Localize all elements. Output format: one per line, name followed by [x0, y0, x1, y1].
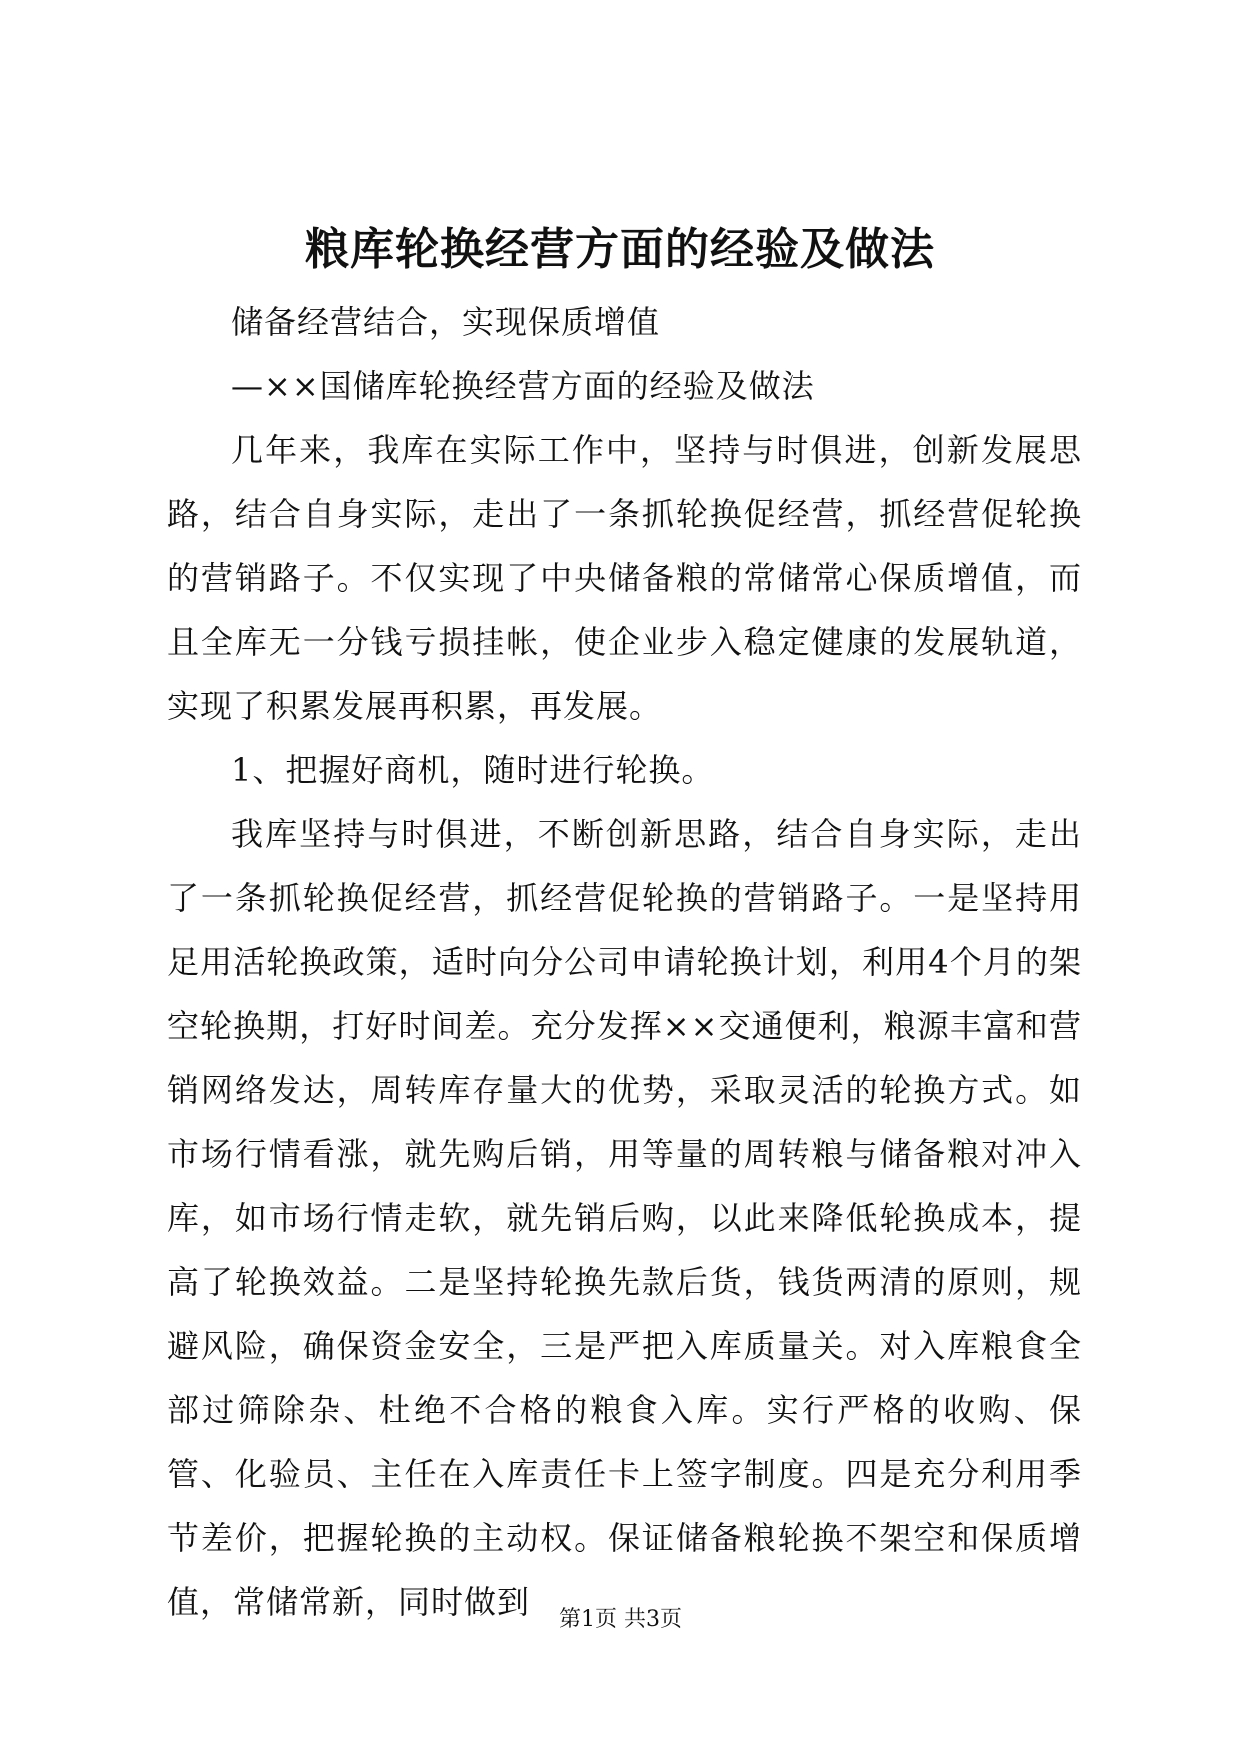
page-number: 第1页 共3页 [559, 1607, 682, 1632]
subtitle-paragraph: 储备经营结合，实现保质增值 [231, 303, 661, 341]
intro-paragraph: 几年来，我库在实际工作中，坚持与时俱进，创新发展思路，结合自身实际，走出了一条抓轮换促经营，抓经营促轮换的营销路子。不仅实现了中央储备粮的常储常心保质增值，而且全库无一分钱亏损挂帐，使企业步入稳定健康的发展轨道，实现了积累发展再积累，再发展。 [167, 431, 1082, 725]
section-heading: 1、把握好商机，随时进行轮换。 [231, 751, 715, 789]
subheading-paragraph: —××国储库轮换经营方面的经验及做法 [231, 367, 815, 405]
document-body [167, 290, 1082, 1634]
document-title: 粮库轮换经营方面的经验及做法 [305, 224, 935, 275]
body-paragraph: 我库坚持与时俱进，不断创新思路，结合自身实际，走出了一条抓轮换促经营，抓经营促轮换的营销路子。一是坚持用足用活轮换政策，适时向分公司申请轮换计划，利用4个月的架空轮换期，打好时间差。充分发挥××交通便利，粮源丰富和营销网络发达，周转库存量大的优势，采取灵活的轮换方式。如市场行情看涨，就先购后销，用等量的周转粮与储备粮对冲入库，如市场行情走软，就先销后购，以此来降低轮换成本，提高了轮换效益。二是坚持轮换先款后货，钱货两清的原则，规避风险，确保资金安全，三是严把入库质量关。对入库粮食全部过筛除杂、杜绝不合格的粮食入库。实行严格的收购、保管、化验员、主任在入库责任卡上签字制度。四是充分利用季节差价，把握轮换的主动权。保证储备粮轮换不架空和保质增值，常储常新，同时做到 [167, 815, 1082, 1621]
